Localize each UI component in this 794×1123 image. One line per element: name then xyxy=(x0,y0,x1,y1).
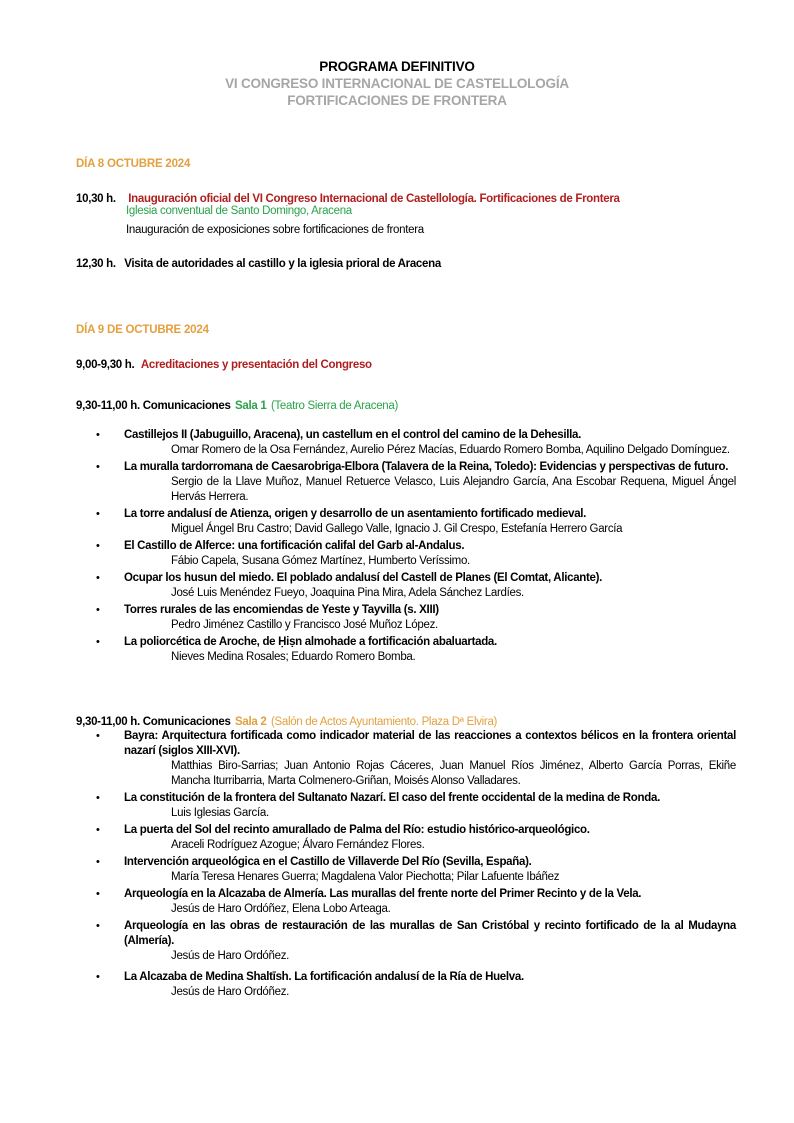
bullet-icon: • xyxy=(96,508,100,520)
talk-authors: Jesús de Haro Ordóñez. xyxy=(171,950,290,962)
bullet-icon: • xyxy=(96,920,100,932)
entry-venue: Iglesia conventual de Santo Domingo, Aracena xyxy=(126,205,352,217)
talk-title: El Castillo de Alferce: una fortificación califal del Garb al-Andalus. xyxy=(124,540,465,552)
talk-authors: Jesús de Haro Ordóñez. xyxy=(171,986,290,998)
entry-title: Acreditaciones y presentación del Congreso xyxy=(140,359,372,371)
bullet-icon: • xyxy=(96,636,100,648)
talk-title: Ocupar los husun del miedo. El poblado andalusí del Castell de Planes (El Comtat, Alicante). xyxy=(124,572,603,584)
day-heading: DÍA 8 OCTUBRE 2024 xyxy=(76,158,191,170)
talk-title: Arqueología en las obras de restauración de las murallas de San Cristóbal y recinto fortificado de la al Mudayna (Almería). xyxy=(124,920,736,947)
header-title: PROGRAMA DEFINITIVO xyxy=(319,59,475,74)
bullet-icon: • xyxy=(96,540,100,552)
session-venue: (Salón de Actos Ayuntamiento. Plaza Dª Elvira) xyxy=(270,716,498,728)
entry-title: Visita de autoridades al castillo y la iglesia prioral de Aracena xyxy=(124,258,441,270)
talk-title: La torre andalusí de Atienza, origen y desarrollo de un asentamiento fortificado medieval. xyxy=(124,508,587,520)
talk-title: La puerta del Sol del recinto amurallado de Palma del Río: estudio histórico-arqueológico. xyxy=(124,824,590,836)
session-heading xyxy=(76,712,497,730)
bullet-icon: • xyxy=(96,429,100,441)
bullet-icon: • xyxy=(96,824,100,836)
bullet-icon: • xyxy=(96,604,100,616)
list-item xyxy=(96,539,736,569)
list-item xyxy=(96,855,736,885)
talk-list xyxy=(96,729,736,1000)
list-item xyxy=(96,507,736,537)
session-time: 9,30-11,00 h. Comunicaciones xyxy=(76,400,231,412)
bullet-icon: • xyxy=(96,572,100,584)
session-venue: (Teatro Sierra de Aracena) xyxy=(270,400,399,412)
list-item xyxy=(96,460,736,505)
bullet-icon: • xyxy=(96,971,100,983)
talk-authors: Pedro Jiménez Castillo y Francisco José Muñoz López. xyxy=(171,619,438,631)
talk-title: Intervención arqueológica en el Castillo de Villaverde Del Río (Sevilla, España). xyxy=(124,856,532,868)
header-congress: VI CONGRESO INTERNACIONAL DE CASTELLOLOGÍA xyxy=(225,76,569,91)
session-time: 9,30-11,00 h. Comunicaciones xyxy=(76,716,231,728)
talk-authors: Araceli Rodríguez Azogue; Álvaro Fernández Flores. xyxy=(171,839,425,851)
schedule-entry xyxy=(76,254,441,272)
list-item xyxy=(96,571,736,601)
session-room: Sala 2 xyxy=(235,716,267,728)
talk-authors: José Luis Menéndez Fueyo, Joaquina Pina Mira, Adela Sánchez Lardíes. xyxy=(171,587,524,599)
session-room: Sala 1 xyxy=(235,400,267,412)
talk-title: Torres rurales de las encomiendas de Yeste y Tayvilla (s. XIII) xyxy=(124,604,439,616)
talk-authors: Omar Romero de la Osa Fernández, Aurelio Pérez Macías, Eduardo Romero Bomba, Aquilino Delgado Domínguez. xyxy=(171,444,730,456)
session-heading xyxy=(76,396,398,414)
talk-authors: María Teresa Henares Guerra; Magdalena Valor Piechotta; Pilar Lafuente Ibáñez xyxy=(171,871,560,883)
entry-time: 9,00-9,30 h. xyxy=(76,359,135,371)
bullet-icon: • xyxy=(96,461,100,473)
list-item xyxy=(96,791,736,821)
list-item xyxy=(96,970,736,1000)
talk-title: Arqueología en la Alcazaba de Almería. Las murallas del frente norte del Primer Recinto y de la Vela. xyxy=(124,888,642,900)
talk-title: La Alcazaba de Medina Shaltīsh. La fortificación andalusí de la Ría de Huelva. xyxy=(124,971,524,983)
schedule-entry xyxy=(76,355,372,373)
bullet-icon: • xyxy=(96,730,100,742)
talk-title: La muralla tardorromana de Caesarobriga-Elbora (Talavera de la Reina, Toledo): Evidencias y perspectivas de futuro. xyxy=(124,461,729,473)
talk-authors: Sergio de la Llave Muñoz, Manuel Retuerce Velasco, Luis Alejandro García, Ana Escobar Requena, Miguel Ángel Hervás Herrera. xyxy=(171,476,736,503)
talk-authors: Luis Iglesias García. xyxy=(171,807,269,819)
talk-title: La constitución de la frontera del Sultanato Nazarí. El caso del frente occidental de la medina de Ronda. xyxy=(124,792,660,804)
bullet-icon: • xyxy=(96,856,100,868)
talk-title: Castillejos II (Jabuguillo, Aracena), un castellum en el control del camino de la Dehesilla. xyxy=(124,429,582,441)
list-item xyxy=(96,428,736,458)
talk-title: La poliorcética de Aroche, de Ḥiṣn almohade a fortificación abaluartada. xyxy=(124,636,497,648)
header-theme: FORTIFICACIONES DE FRONTERA xyxy=(287,93,507,108)
entry-title: Inauguración oficial del VI Congreso Internacional de Castellología. Fortificaciones de Frontera xyxy=(128,193,620,205)
bullet-icon: • xyxy=(96,888,100,900)
talk-authors: Jesús de Haro Ordóñez, Elena Lobo Arteaga. xyxy=(171,903,391,915)
bullet-icon: • xyxy=(96,792,100,804)
list-item xyxy=(96,887,736,917)
entry-note: Inauguración de exposiciones sobre fortificaciones de frontera xyxy=(126,224,424,236)
talk-authors: Nieves Medina Rosales; Eduardo Romero Bomba. xyxy=(171,651,416,663)
talk-authors: Matthias Biro-Sarrias; Juan Antonio Rojas Cáceres, Juan Manuel Ríos Jiménez, Alberto García Porras, Ekiñe Mancha Iturribarria, Marta Colmenero-Griñan, Moisés Alonso Valladares. xyxy=(171,760,736,787)
entry-time: 12,30 h. xyxy=(76,258,116,270)
entry-time: 10,30 h. xyxy=(76,193,116,205)
talk-title: Bayra: Arquitectura fortificada como indicador material de las reacciones a contextos bélicos en la frontera oriental nazarí (siglos XIII-XVI). xyxy=(124,730,736,757)
list-item xyxy=(96,603,736,633)
talk-authors: Fábio Capela, Susana Gómez Martínez, Humberto Veríssimo. xyxy=(171,555,470,567)
document-header xyxy=(0,58,794,109)
list-item xyxy=(96,919,736,964)
talk-list xyxy=(96,428,736,665)
talk-authors: Miguel Ángel Bru Castro; David Gallego Valle, Ignacio J. Gil Crespo, Estefanía Herrero García xyxy=(171,523,623,535)
list-item xyxy=(96,823,736,853)
list-item xyxy=(96,729,736,789)
list-item xyxy=(96,635,736,665)
day-heading: DÍA 9 DE OCTUBRE 2024 xyxy=(76,324,209,336)
